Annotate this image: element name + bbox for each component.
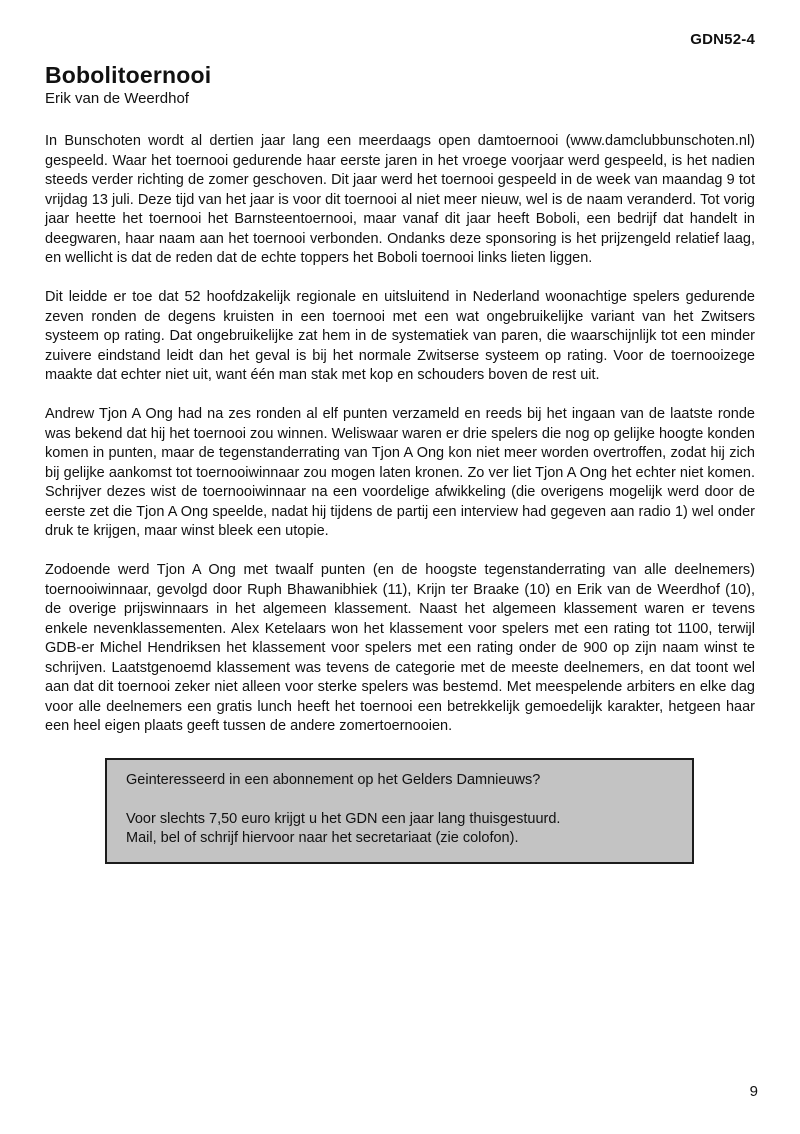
subscription-box-contact: Mail, bel of schrijf hiervoor naar het secretariaat (zie colofon). xyxy=(126,830,519,846)
article-title: Bobolitoernooi xyxy=(45,62,212,88)
body-paragraph: In Bunschoten wordt al dertien jaar lang een meerdaags open damtoernooi (www.damclubbunschoten.nl) gespeeld. Waar het toernooi gedurende haar eerste jaren in het vroege voorjaar werd gespeeld, is het nadien steeds verder richting de zomer geschoven. Dit jaar werd het toernooi gespeeld in de week van maandag 9 tot vrijdag 13 juli. Deze tijd van het jaar is voor dit toernooi al niet meer nieuw, wel is de naam veranderd. Tot vorig jaar heette het toernooi het Barnsteentoernooi, maar vanaf dit jaar heeft Boboli, een bedrijf dat handelt in deegwaren, haar naam aan het toernooi verbonden. Ondanks deze sponsoring is het prijzengeld relatief laag, en wellicht is dat de reden dat de echte toppers het Boboli toernooi links lieten liggen. xyxy=(45,133,755,266)
article-author: Erik van de Weerdhof xyxy=(45,90,189,107)
issue-code: GDN52-4 xyxy=(690,31,755,48)
body-paragraph: Andrew Tjon A Ong had na zes ronden al elf punten verzameld en reeds bij het ingaan van de laatste ronde was bekend dat hij het toernooi zou winnen. Weliswaar waren er drie spelers die nog op gelijke hoogte konden komen in punten, maar de tegenstanderrating van Tjon A Ong kon niet meer worden overtroffen, zodat hij zich bij gelijke aankomst tot toernooiwinnaar zou mogen laten kronen. Zo ver liet Tjon A Ong het echter niet komen. Schrijver dezes wist de toernooiwinnaar na een voordelige afwikkeling (die overigens mogelijk werd door de eerste zet die Tjon A Ong speelde, nadat hij tijdens de partij een interview had gegeven aan radio 1) wel onder druk te krijgen, maar winst bleek een utopie. xyxy=(45,406,755,539)
subscription-box xyxy=(105,758,694,864)
subscription-box-offer: Voor slechts 7,50 euro krijgt u het GDN een jaar lang thuisgestuurd. xyxy=(126,810,561,827)
article-body xyxy=(45,132,755,737)
body-paragraph: Zodoende werd Tjon A Ong met twaalf punten (en de hoogste tegenstanderrating van alle deelnemers) toernooiwinnaar, gevolgd door Ruph Bhawanibhiek (11), Krijn ter Braake (10) en Erik van de Weerdhof (10), de overige prijswinnaars in het algemeen klassement. Naast het algemeen klassement waren er tevens enkele nevenklassementen. Alex Ketelaars won het klassement voor spelers met een rating tot 1100, terwijl GDB-er Michel Hendriksen het klassement voor spelers met een rating onder de 900 op zijn naam winst te schrijven. Laatstgenoemd klassement was tevens de categorie met de meeste deelnemers, en dat toont wel aan dat dit toernooi zeker niet alleen voor sterke spelers was bestemd. Met meespelende arbiters en elke dag voor alle deelnemers een gratis lunch heeft het toernooi een betrekkelijk gemoedelijk karakter, hetgeen haar een heel eigen plaats geeft tussen de andere zomertoernooien. xyxy=(45,562,755,734)
body-paragraph: Dit leidde er toe dat 52 hoofdzakelijk regionale en uitsluitend in Nederland woonachtige spelers gedurende zeven ronden de degens kruisten in een toernooi met een wat ongebruikelijke variant van het Zwitsers systeem op rating. Dat ongebruikelijke zat hem in de systematiek van paren, die waarschijnlijk tot een minder zuivere eindstand leidt dan het geval is bij het normale Zwitserse systeem op rating. Voor de toernooizege maakte dat echter niet uit, want één man stak met kop en schouders boven de rest uit. xyxy=(45,289,755,383)
subscription-box-question: Geinteresseerd in een abonnement op het Gelders Damnieuws? xyxy=(126,771,541,788)
page-number: 9 xyxy=(749,1083,758,1100)
